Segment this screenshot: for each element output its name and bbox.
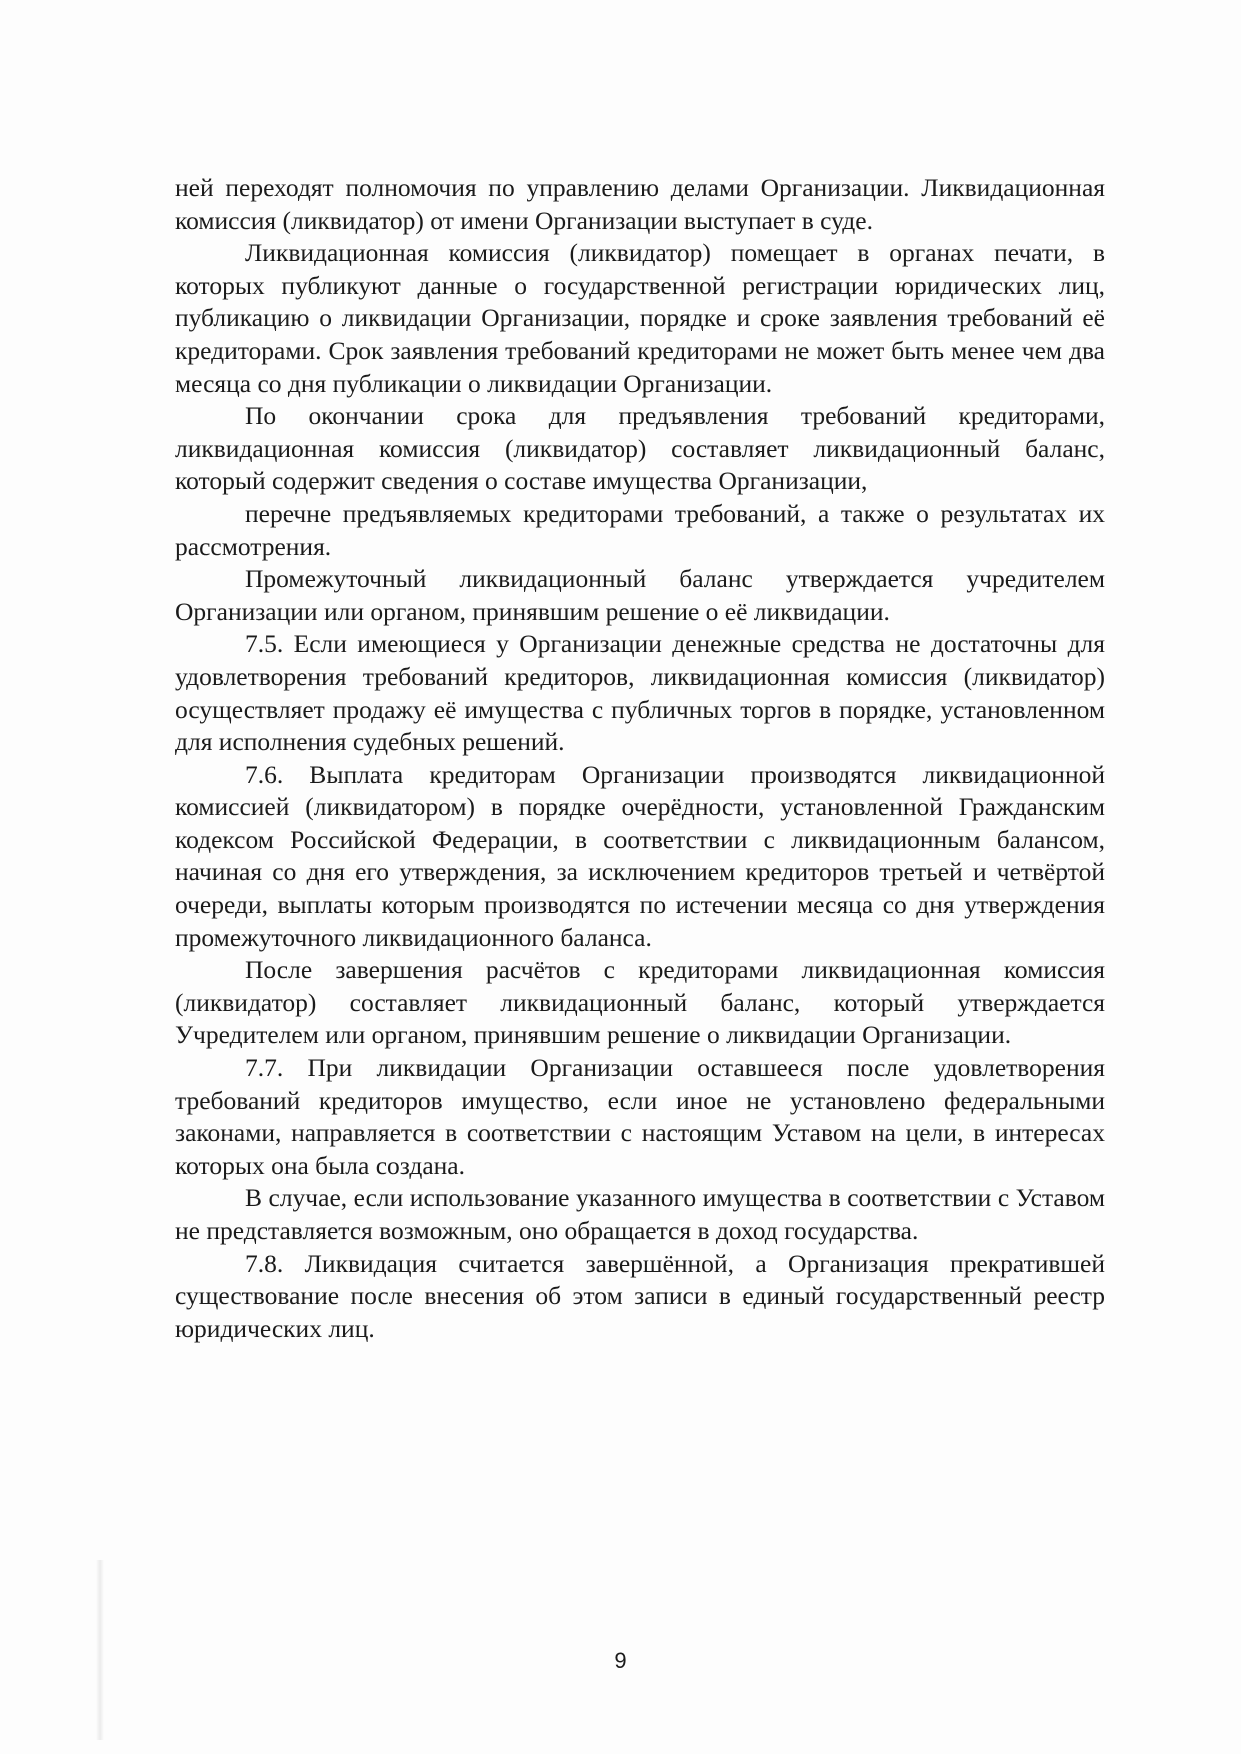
- paragraph-claims-list: перечне предъявляемых кредиторами требований, а также о результатах их рассмотрения.: [175, 498, 1105, 561]
- paragraph-7-8: 7.8. Ликвидация считается завершённой, а Организация прекратившей существование после внесения об этом записи в единый государственный реестр юридических лиц.: [175, 1248, 1105, 1343]
- document-body: [175, 172, 1105, 1345]
- paragraph-interim-balance: По окончании срока для предъявления требований кредиторами, ликвидационная комиссия (ликвидатор) составляет ликвидационный баланс, который содержит сведения о составе имущества Организации,: [175, 401, 1105, 496]
- paragraph-publication: Ликвидационная комиссия (ликвидатор) помещает в органах печати, в которых публикуют данные о государственной регистрации юридических лиц, публикацию о ликвидации Организации, порядке и сроке заявления требований её кредиторами. Срок заявления требований кредиторами не может быть менее чем два месяца со дня публикации о ликвидации Организации.: [175, 238, 1105, 398]
- paragraph-final-balance: После завершения расчётов с кредиторами ликвидационная комиссия (ликвидатор) составляет ликвидационный баланс, который утверждается Учредителем или органом, принявшим решение о ликвидации Организации.: [175, 955, 1105, 1050]
- paragraph-7-5: 7.5. Если имеющиеся у Организации денежные средства не достаточны для удовлетворения требований кредиторов, ликвидационная комиссия (ликвидатор) осуществляет продажу её имущества с публичных торгов в порядке, установленном для исполнения судебных решений.: [175, 629, 1105, 757]
- paragraph-7-6: 7.6. Выплата кредиторам Организации производятся ликвидационной комиссией (ликвидатором) в порядке очерёдности, установленной Гражданским кодексом Российской Федерации, в соответствии с ликвидационным балансом, начиная со дня его утверждения, за исключением кредиторов третьей и четвёртой очереди, выплаты которым производятся по истечении месяца со дня утверждения промежуточного ликвидационного баланса.: [175, 759, 1105, 952]
- paragraph-state-income: В случае, если использование указанного имущества в соответствии с Уставом не представляется возможным, оно обращается в доход государства.: [175, 1183, 1105, 1245]
- paragraph-balance-approval: Промежуточный ликвидационный баланс утверждается учредителем Организации или органом, принявшим решение о её ликвидации.: [175, 564, 1105, 626]
- paragraph-7-7: 7.7. При ликвидации Организации оставшееся после удовлетворения требований кредиторов имущество, если иное не установлено федеральными законами, направляется в соответствии с настоящим Уставом на цели, в интересах которых она была создана.: [175, 1053, 1105, 1180]
- page-number: 9: [614, 1648, 627, 1673]
- paragraph-continuation: ней переходят полномочия по управлению делами Организации. Ликвидационная комиссия (ликвидатор) от имени Организации выступает в суде.: [175, 173, 1105, 235]
